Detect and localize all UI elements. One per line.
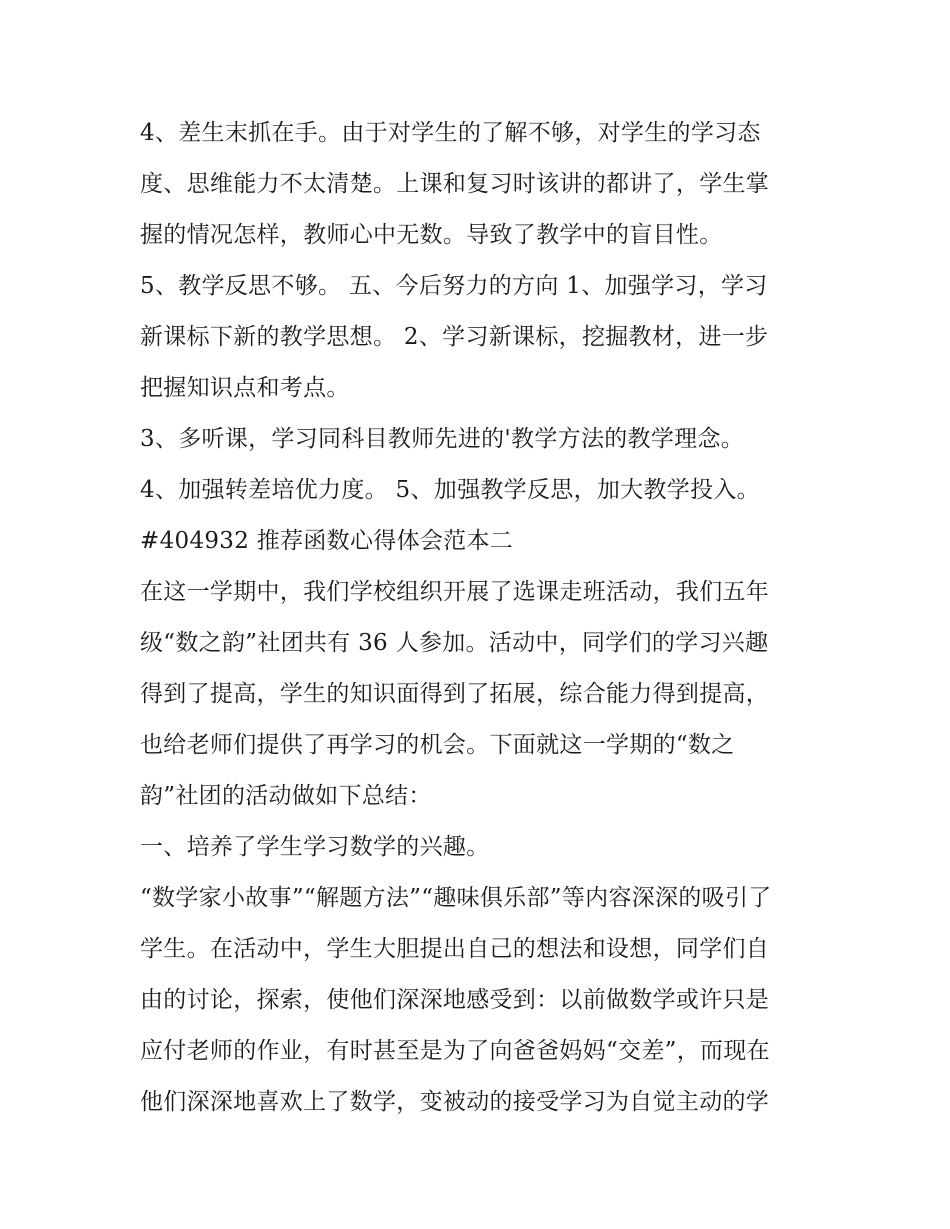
text-line-19: 应付老师的作业，有时甚至是为了向爸爸妈妈“交差”，而现在 [140,1038,770,1064]
text-line-17: 学生。在活动中，学生大胆提出自己的想法和设想，同学们自 [140,936,770,962]
text-line-10: 在这一学期中，我们学校组织开展了选课走班活动，我们五年 [140,579,770,605]
text-line-1: 4、差生末抓在手。由于对学生的了解不够，对学生的学习态 [140,120,761,146]
section-heading: #404932 推荐函数心得体会范本二 [140,528,514,554]
text-line-8: 4、加强转差培优力度。 5、加强教学反思，加大教学投入。 [140,477,760,503]
text-line-5: 新课标下新的教学思想。 2、学习新课标，挖掘教材，进一步 [140,324,769,350]
text-line-4: 5、教学反思不够。 五、今后努力的方向 1、加强学习，学习 [140,273,768,299]
text-line-20: 他们深深地喜欢上了数学，变被动的接受学习为自觉主动的学 [140,1089,770,1115]
text-line-11: 级“数之韵”社团共有 36 人参加。活动中，同学们的学习兴趣 [140,630,769,656]
text-line-14: 韵”社团的活动做如下总结： [140,783,432,809]
text-line-13: 也给老师们提供了再学习的机会。下面就这一学期的“数之 [140,732,735,758]
text-line-16: “数学家小故事”“解题方法”“趣味俱乐部”等内容深深的吸引了 [140,885,772,911]
text-line-2: 度、思维能力不太清楚。上课和复习时该讲的都讲了，学生掌 [140,171,770,197]
subheading-line: 一、培养了学生学习数学的兴趣。 [140,834,490,860]
text-line-3: 握的情况怎样，教师心中无数。导致了教学中的盲目性。 [140,222,723,248]
text-line-18: 由的讨论，探索，使他们深深地感受到：以前做数学或许只是 [140,987,770,1013]
text-line-12: 得到了提高，学生的知识面得到了拓展，综合能力得到提高， [140,681,770,707]
document-body [140,108,830,1128]
text-line-7: 3、多听课，学习同科目教师先进的'教学方法的教学理念。 [140,426,745,452]
text-line-6: 把握知识点和考点。 [140,375,350,401]
